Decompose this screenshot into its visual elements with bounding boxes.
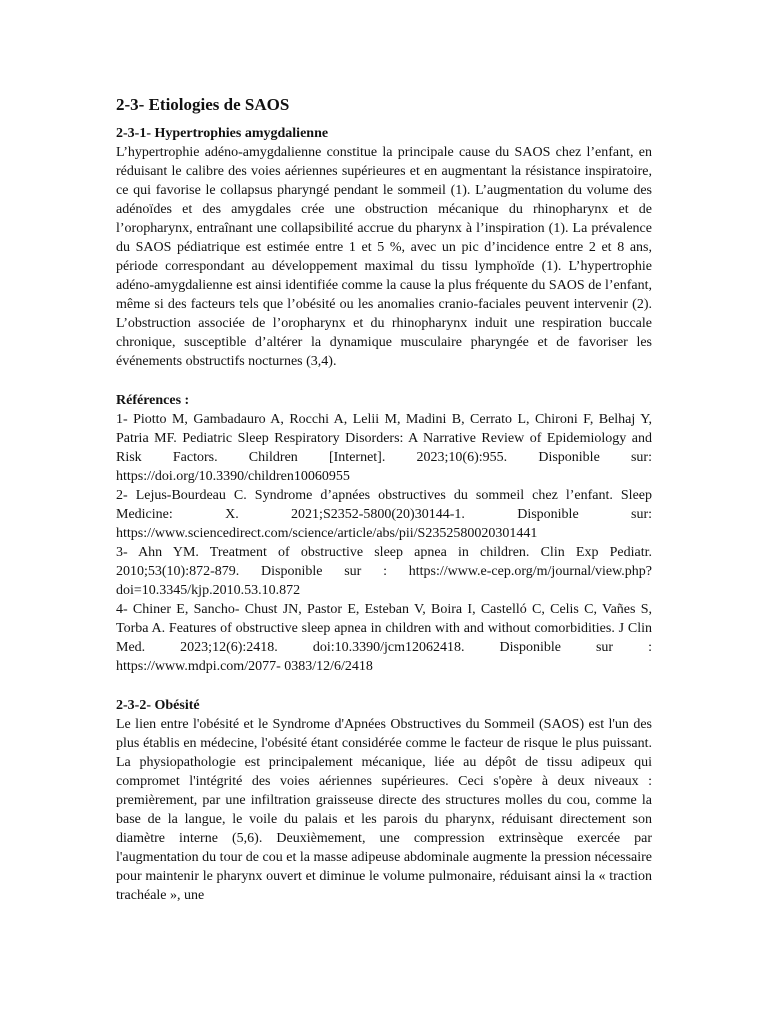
section-title: 2-3- Etiologies de SAOS xyxy=(116,95,290,114)
paragraph-obesite: Le lien entre l'obésité et le Syndrome d'Apnées Obstructives du Sommeil (SAOS) est l'un des plus établis en médecine, l'obésité étant considérée comme le facteur de risque le plus puissant. La physiopathologie est principalement mécanique, liée au dépôt de tissu adipeux qui compromet l'intégrité des voies aériennes supérieures. Ceci s'opère à deux niveaux : premièrement, par une infiltration graisseuse directe des structures molles du cou, comme la base de la langue, le voile du palais et les parois du pharynx, réduisant directement son diamètre interne (5,6). Deuxièmement, une compression extrinsèque exercée par l'augmentation du tour de cou et la masse adipeuse abdominale augmente la pression nécessaire pour maintenir le pharynx ouvert et diminue le volume pulmonaire, réduisant ainsi la « traction trachéale », une xyxy=(116,717,652,903)
spacer xyxy=(116,371,652,391)
references-list xyxy=(116,410,652,676)
spacer xyxy=(116,676,652,696)
document-page xyxy=(116,94,652,905)
reference-item-1: 1- Piotto M, Gambadauro A, Rocchi A, Lelii M, Madini B, Cerrato L, Chironi F, Belhaj Y, Patria MF. Pediatric Sleep Respiratory Disorders: A Narrative Review of Epidemiology and Risk Factors. Children [Internet]. 2023;10(6):955. Disponible sur: https://doi.org/10.3390/children10060955 xyxy=(116,412,652,484)
reference-item-2: 2- Lejus-Bourdeau C. Syndrome d’apnées obstructives du sommeil chez l’enfant. Sleep Medicine: X. 2021;S2352-5800(20)30144-1. Disponible sur: https://www.sciencedirect.com/science/article/abs/pii/S2352580020301441 xyxy=(116,488,652,541)
subsection-title-hypertrophies: 2-3-1- Hypertrophies amygdalienne xyxy=(116,126,329,141)
subsection-title-obesite: 2-3-2- Obésité xyxy=(116,698,200,713)
reference-item-3: 3- Ahn YM. Treatment of obstructive sleep apnea in children. Clin Exp Pediatr. 2010;53(10):872-879. Disponible sur : https://www.e-cep.org/m/journal/view.php?doi=10.3345/kjp.2010.53.10.872 xyxy=(116,545,652,598)
references-title: Références : xyxy=(116,393,190,408)
reference-item-4: 4- Chiner E, Sancho- Chust JN, Pastor E, Esteban V, Boira I, Castelló C, Celis C, Vañes S, Torba A. Features of obstructive sleep apnea in children with and without comorbidities. J Clin Med. 2023;12(6):2418. doi:10.3390/jcm12062418. Disponible sur : https://www.mdpi.com/2077- 0383/12/6/2418 xyxy=(116,602,652,674)
paragraph-hypertrophies: L’hypertrophie adéno-amygdalienne constitue la principale cause du SAOS chez l’enfant, en réduisant le calibre des voies aériennes supérieures et en augmentant la résistance inspiratoire, ce qui favorise le collapsus pharyngé pendant le sommeil (1). L’augmentation du volume des adénoïdes et des amygdales crée une obstruction mécanique du rhinopharynx et de l’oropharynx, entraînant une collapsibilité accrue du pharynx à l’inspiration (1). La prévalence du SAOS pédiatrique est estimée entre 1 et 5 %, avec un pic d’incidence entre 2 et 8 ans, période correspondant au développement maximal du tissu lymphoïde (1). L’hypertrophie adéno-amygdalienne est ainsi identifiée comme la cause la plus fréquente du SAOS de l’enfant, même si des facteurs tels que l’obésité ou les anomalies cranio-faciales peuvent intervenir (2). L’obstruction associée de l’oropharynx et du rhinopharynx induit une respiration buccale chronique, susceptible d’altérer la dynamique musculaire pharyngée et de favoriser les événements obstructifs nocturnes (3,4). xyxy=(116,145,652,369)
